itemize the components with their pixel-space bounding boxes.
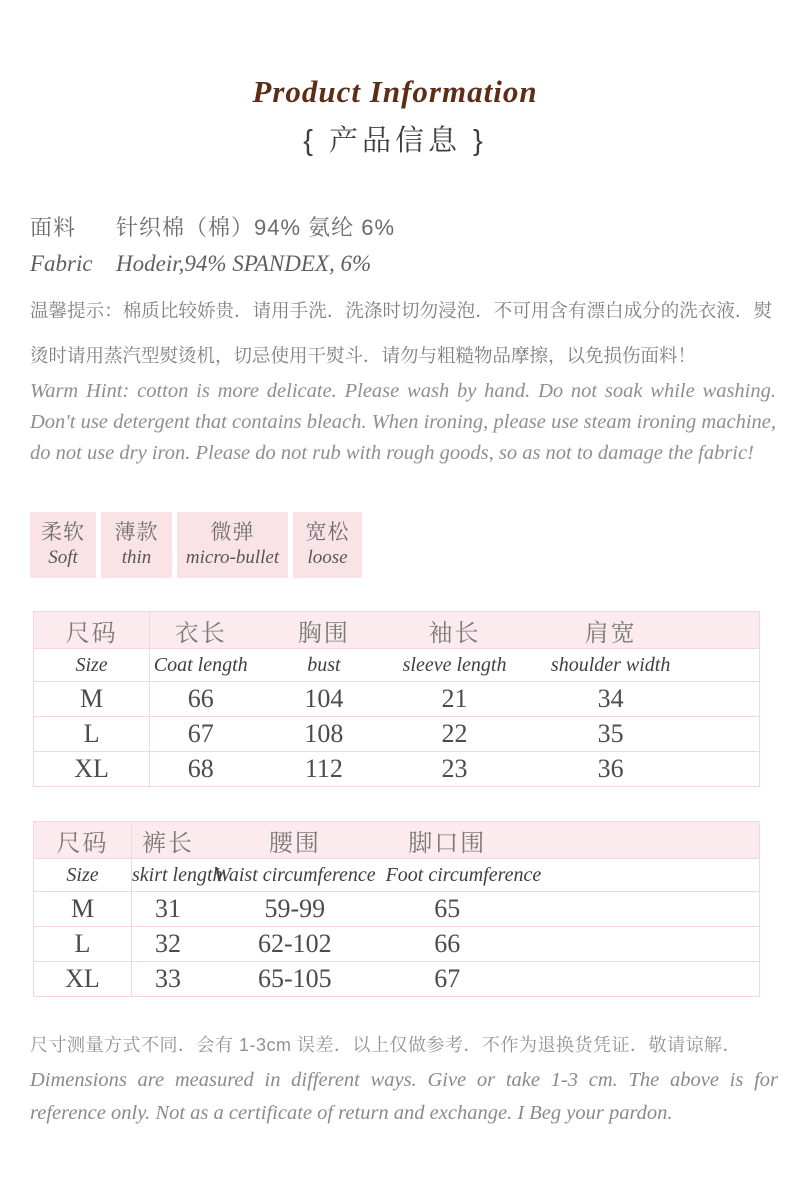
attribute-label-en: loose — [307, 547, 348, 568]
fabric-row-en — [30, 251, 395, 277]
size-cell: M — [34, 892, 132, 927]
size-table-top-header-zh — [34, 612, 760, 649]
value-cell: 21 — [396, 682, 512, 717]
header-cell-en: Coat length — [150, 649, 252, 682]
disclaimer-en: Dimensions are measured in different ways. Give or take 1-3 cm. The above is for reference only. Not as a certificate of return and exchange. I Beg your pardon. — [30, 1069, 778, 1124]
attribute-cell-loose — [293, 512, 362, 578]
attribute-cell-micro-bullet — [177, 512, 288, 578]
fabric-value-en: Hodeir,94% SPANDEX, 6% — [116, 251, 372, 276]
value-cell: 66 — [386, 927, 509, 962]
header-cell-en: sleeve length — [396, 649, 512, 682]
value-cell: 23 — [396, 752, 512, 787]
filler-cell — [709, 682, 760, 717]
filler-cell — [509, 927, 760, 962]
value-cell: 104 — [251, 682, 396, 717]
disclaimer-zh: 尺寸测量方式不同．会有 1-3cm 误差．以上仅做参考．不作为退换货凭证．敬请谅解． — [30, 1035, 742, 1055]
warm-hint-en: Warm Hint: cotton is more delicate. Please wash by hand. Do not soak while washing. Don't use detergent that contains bleach. When ironing, please use steam ironing machine, do not use dry iron. Please do not rub with rough goods, so as not to damage the fabric! — [30, 380, 776, 464]
header-cell-zh: 肩宽 — [513, 612, 709, 649]
size-table-top-header-en — [34, 649, 760, 682]
value-cell: 67 — [386, 962, 509, 997]
value-cell: 67 — [150, 717, 252, 752]
attribute-cell-soft — [30, 512, 96, 578]
value-cell: 35 — [513, 717, 709, 752]
page-title: Product Information — [252, 74, 538, 109]
filler-cell — [509, 859, 760, 892]
size-row-l — [34, 717, 760, 752]
header-cell-zh: 胸围 — [251, 612, 396, 649]
value-cell: 65 — [386, 892, 509, 927]
header-cell-en: Size — [34, 649, 150, 682]
size-row-m — [34, 892, 760, 927]
fabric-row-zh — [30, 211, 395, 242]
size-row-m — [34, 682, 760, 717]
filler-cell — [709, 649, 760, 682]
size-table-top — [33, 611, 760, 787]
header-cell-en: shoulder width — [513, 649, 709, 682]
size-row-xl — [34, 962, 760, 997]
attribute-label-en: micro-bullet — [185, 547, 280, 568]
header-cell-zh: 裤长 — [132, 822, 205, 859]
value-cell: 22 — [396, 717, 512, 752]
filler-cell — [509, 892, 760, 927]
attribute-cell-thin — [101, 512, 172, 578]
size-row-xl — [34, 752, 760, 787]
fabric-label-zh: 面料 — [30, 215, 77, 240]
attribute-strip — [30, 512, 362, 578]
size-table-bottom — [33, 821, 760, 997]
attribute-label-zh: 柔软 — [41, 521, 85, 544]
filler-cell — [709, 612, 760, 649]
value-cell: 112 — [251, 752, 396, 787]
value-cell: 34 — [513, 682, 709, 717]
header-cell-zh: 尺码 — [34, 822, 132, 859]
value-cell: 62-102 — [204, 927, 386, 962]
value-cell: 36 — [513, 752, 709, 787]
value-cell: 68 — [150, 752, 252, 787]
header-cell-zh: 衣长 — [150, 612, 252, 649]
header-cell-en: Size — [34, 859, 132, 892]
size-cell: XL — [34, 962, 132, 997]
size-cell: XL — [34, 752, 150, 787]
size-cell: L — [34, 927, 132, 962]
filler-cell — [509, 822, 760, 859]
header-cell-en: bust — [251, 649, 396, 682]
size-table-bottom-header-zh — [34, 822, 760, 859]
filler-cell — [709, 752, 760, 787]
attribute-label-zh: 薄款 — [114, 521, 159, 544]
size-table-bottom-header-en — [34, 859, 760, 892]
page-subtitle: { 产品信息 } — [303, 125, 487, 157]
value-cell: 66 — [150, 682, 252, 717]
disclaimer-section — [30, 1031, 778, 1130]
header-cell-zh: 袖长 — [396, 612, 512, 649]
value-cell: 33 — [132, 962, 205, 997]
attribute-label-en: Soft — [48, 547, 78, 568]
value-cell: 32 — [132, 927, 205, 962]
header-cell-zh: 脚口围 — [386, 822, 509, 859]
attribute-label-en: thin — [121, 547, 152, 568]
filler-cell — [509, 962, 760, 997]
header-cell-en: skirt length — [132, 859, 205, 892]
fabric-section — [30, 211, 395, 277]
size-row-l — [34, 927, 760, 962]
fabric-value-zh: 针织棉（棉）94% 氨纶 6% — [116, 215, 396, 240]
attribute-label-zh: 宽松 — [305, 521, 350, 544]
fabric-label-en: Fabric — [30, 251, 93, 276]
value-cell: 108 — [251, 717, 396, 752]
header-cell-zh: 腰围 — [204, 822, 386, 859]
attribute-label-zh: 微弹 — [210, 521, 255, 544]
filler-cell — [709, 717, 760, 752]
header-cell-en: Foot circumference — [386, 859, 509, 892]
value-cell: 59-99 — [204, 892, 386, 927]
header-cell-zh: 尺码 — [34, 612, 150, 649]
value-cell: 31 — [132, 892, 205, 927]
header-cell-en: Waist circumference — [204, 859, 386, 892]
value-cell: 65-105 — [204, 962, 386, 997]
size-cell: L — [34, 717, 150, 752]
warm-hint-zh: 温馨提示：棉质比较娇贵．请用手洗．洗涤时切勿浸泡．不可用含有漂白成分的洗衣液．熨烫时请用蒸汽型熨烫机，切忌使用干熨斗．请勿与粗糙物品摩擦，以免损伤面料！ — [30, 300, 772, 366]
size-cell: M — [34, 682, 150, 717]
